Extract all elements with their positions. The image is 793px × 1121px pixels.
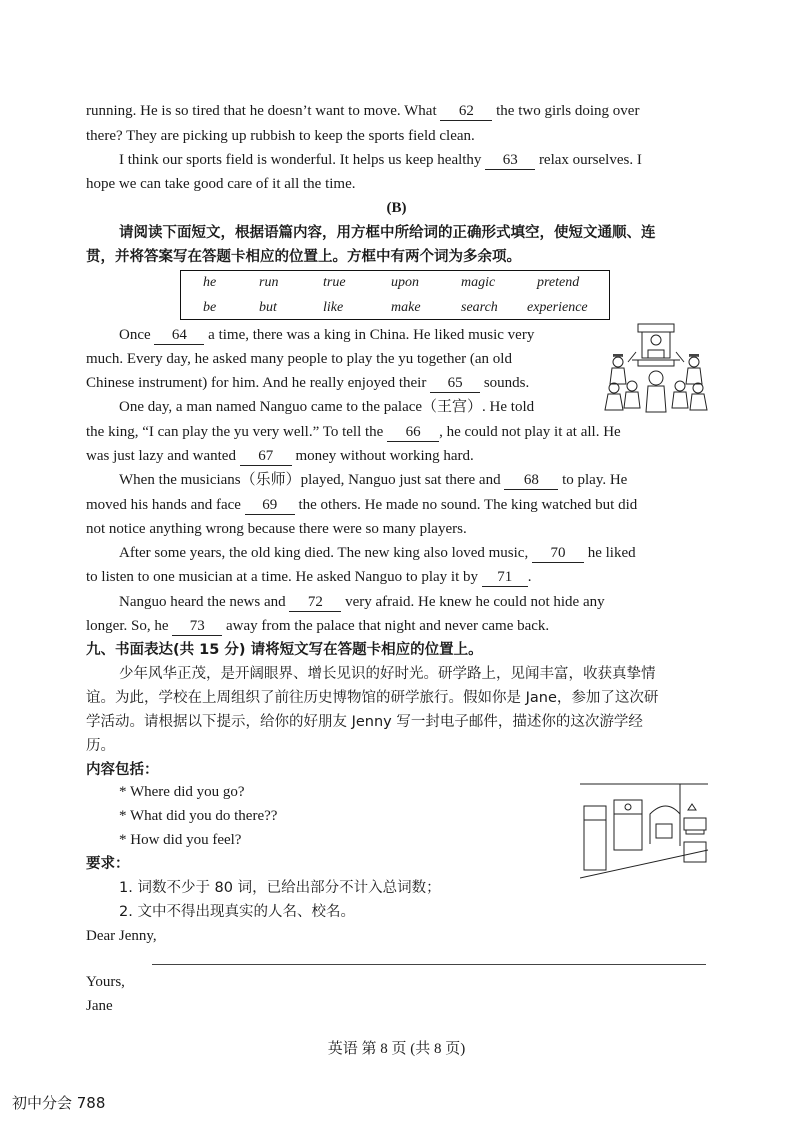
requirements-label: 要求： xyxy=(86,856,130,872)
text: he liked xyxy=(587,545,636,561)
paragraph-line: hope we can take good care of it all the time. xyxy=(86,176,356,192)
paragraph-line: there? They are picking up rubbish to keep the sports field clean. xyxy=(86,128,475,144)
word: experience xyxy=(527,300,588,315)
text: to play. He xyxy=(562,472,628,488)
blank-70: 70 xyxy=(532,544,584,563)
closing: Yours, xyxy=(86,974,125,990)
text: , he could not play it at all. He xyxy=(439,424,621,440)
paragraph-line xyxy=(86,101,639,121)
text: a time, there was a king in China. He liked music very xyxy=(208,327,535,343)
story-line xyxy=(119,325,534,345)
story-line: much. Every day, he asked many people to play the yu together (an old xyxy=(86,351,512,367)
section-heading: 九、书面表达(共 15 分) 请将短文写在答题卡相应的位置上。 xyxy=(86,642,483,658)
word-box xyxy=(180,270,610,320)
text: After some years, the old king died. The new king also loved music, xyxy=(119,545,529,561)
blank-63: 63 xyxy=(485,151,535,170)
word: true xyxy=(323,275,346,290)
bullet-item: * Where did you go? xyxy=(119,784,245,800)
blank-69: 69 xyxy=(245,496,295,515)
instructions: 贯，并将答案写在答题卡相应的位置上。方框中有两个词为多余项。 xyxy=(86,249,521,265)
story-line: not notice anything wrong because there were so many players. xyxy=(86,521,467,537)
word: but xyxy=(259,300,277,315)
word: upon xyxy=(391,275,419,290)
text: running. He is so tired that he doesn’t want to move. What xyxy=(86,103,437,119)
king-and-musicians-illustration xyxy=(602,322,710,414)
story-line xyxy=(119,543,636,563)
text: . xyxy=(527,569,532,585)
text: money without working hard. xyxy=(295,448,474,464)
word: search xyxy=(461,300,498,315)
text: relax ourselves. I xyxy=(538,152,642,168)
corner-label: 初中分会 788 xyxy=(12,1094,106,1112)
blank-72: 72 xyxy=(289,593,341,612)
section-heading: (B) xyxy=(386,200,407,216)
blank-64: 64 xyxy=(154,326,204,345)
word: run xyxy=(259,275,279,290)
story-line xyxy=(86,446,474,466)
bullet-item: * How did you feel? xyxy=(119,832,242,848)
prompt-text: 历。 xyxy=(86,738,115,754)
page-footer: 英语 第 8 页 (共 8 页) xyxy=(327,1041,466,1057)
greeting: Dear Jenny, xyxy=(86,928,157,944)
text: very afraid. He knew he could not hide any xyxy=(345,594,605,610)
writing-line xyxy=(152,964,706,965)
text: was just lazy and wanted xyxy=(86,448,236,464)
prompt-text: 学活动。请根据以下提示，给你的好朋友 Jenny 写一封电子邮件，描述你的这次游学经 xyxy=(86,714,643,730)
text: sounds. xyxy=(483,375,530,391)
story-line xyxy=(86,567,532,587)
text: to listen to one musician at a time. He asked Nanguo to play it by xyxy=(86,569,478,585)
blank-73: 73 xyxy=(172,617,222,636)
story-line xyxy=(119,470,627,490)
text: I think our sports field is wonderful. It helps us keep healthy xyxy=(119,152,482,168)
text: Nanguo heard the news and xyxy=(119,594,286,610)
story-line xyxy=(86,422,621,442)
requirement-item: 1. 词数不少于 80 词，已给出部分不计入总词数； xyxy=(119,880,441,896)
instructions: 请阅读下面短文，根据语篇内容，用方框中所给词的正确形式填空，使短文通顺、连 xyxy=(119,225,656,241)
story-line xyxy=(86,495,637,515)
story-line xyxy=(86,373,529,393)
text: Once xyxy=(119,327,151,343)
blank-65: 65 xyxy=(430,374,480,393)
word: pretend xyxy=(537,275,580,290)
requirement-item: 2. 文中不得出现真实的人名、校名。 xyxy=(119,904,355,920)
word: magic xyxy=(461,275,496,290)
content-label: 内容包括： xyxy=(86,762,159,778)
word: like xyxy=(323,300,344,315)
text: When the musicians（乐师）played, Nanguo just sat there and xyxy=(119,472,501,488)
prompt-text: 少年风华正茂，是开阔眼界、增长见识的好时光。研学路上，见闻丰富，收获真挚情 xyxy=(119,666,656,682)
story-line xyxy=(86,616,549,636)
word: he xyxy=(203,275,217,290)
text: Chinese instrument) for him. And he really enjoyed their xyxy=(86,375,427,391)
blank-66: 66 xyxy=(387,423,439,442)
museum-display-illustration xyxy=(580,780,710,880)
signature: Jane xyxy=(86,998,113,1014)
blank-71: 71 xyxy=(482,568,528,587)
text: the others. He made no sound. The king watched but did xyxy=(298,497,638,513)
blank-62: 62 xyxy=(440,102,492,121)
paragraph-line xyxy=(119,150,642,170)
prompt-text: 谊。为此，学校在上周组织了前往历史博物馆的研学旅行。假如你是 Jane，参加了这次研 xyxy=(86,690,659,706)
text: longer. So, he xyxy=(86,618,169,634)
blank-68: 68 xyxy=(504,471,558,490)
word: be xyxy=(203,300,217,315)
text: the king, “I can play the yu very well.” To tell the xyxy=(86,424,384,440)
text: away from the palace that night and never came back. xyxy=(226,618,550,634)
story-line xyxy=(119,592,605,612)
blank-67: 67 xyxy=(240,447,292,466)
word: make xyxy=(391,300,421,315)
text: moved his hands and face xyxy=(86,497,241,513)
story-line: One day, a man named Nanguo came to the palace（王宫）. He told xyxy=(119,399,535,415)
text: the two girls doing over xyxy=(496,103,640,119)
bullet-item: * What did you do there?? xyxy=(119,808,278,824)
